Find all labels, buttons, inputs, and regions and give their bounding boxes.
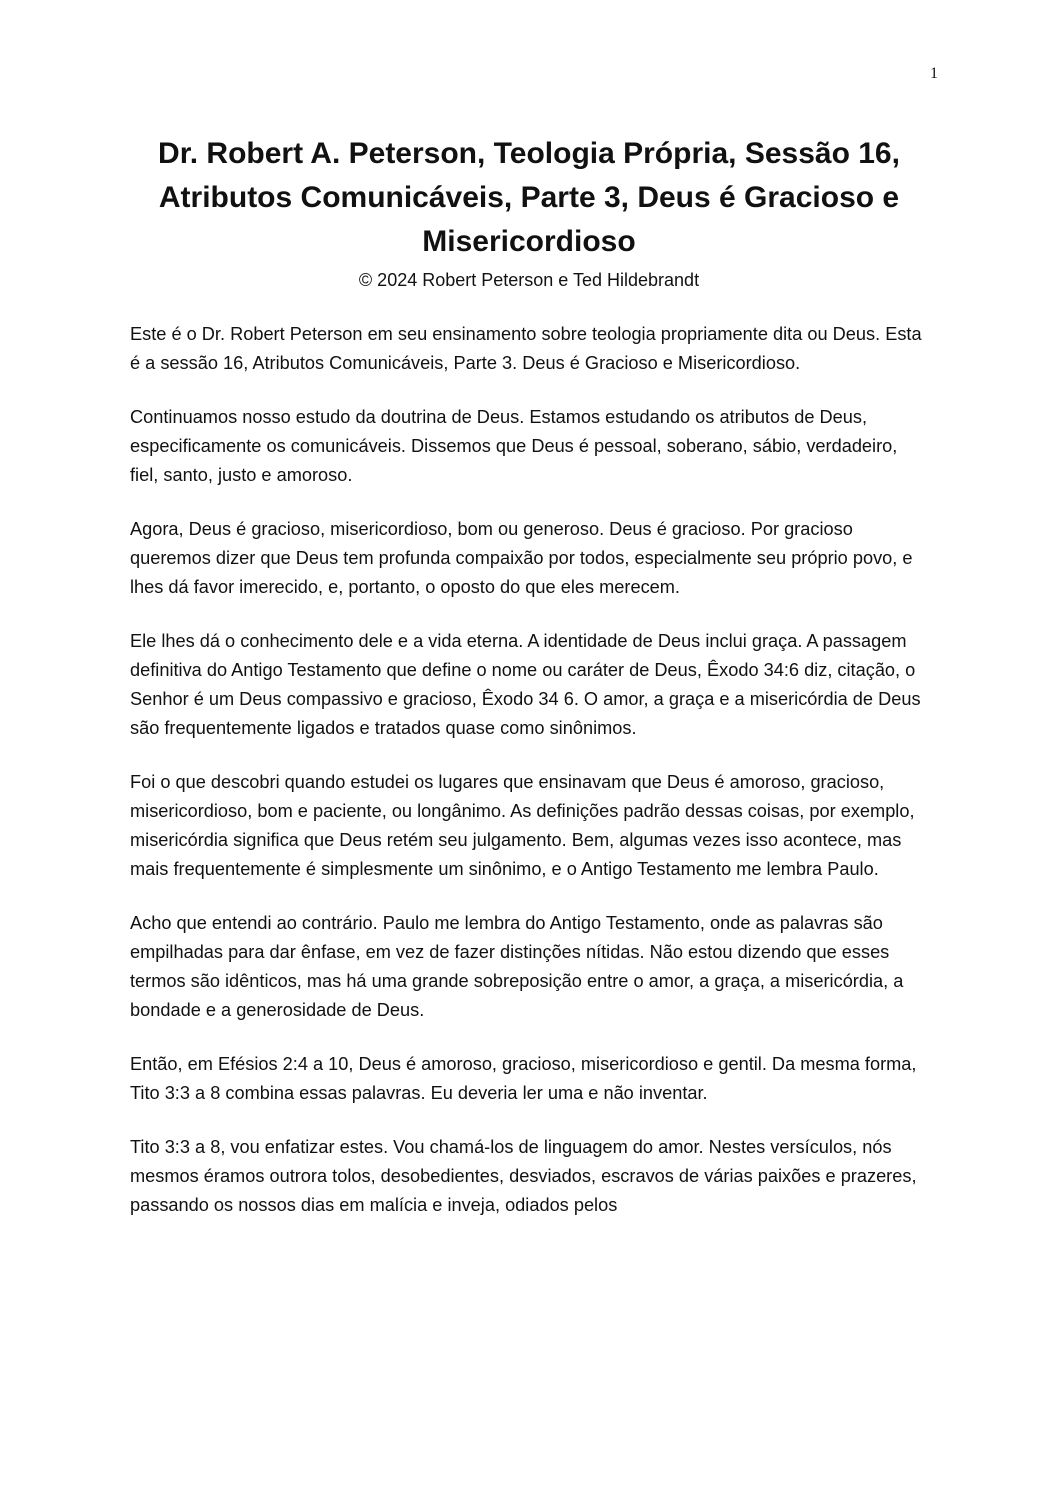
paragraph: Continuamos nosso estudo da doutrina de Deus. Estamos estudando os atributos de Deus, especificamente os comunicáveis. Dissemos que Deus é pessoal, soberano, sábio, verdadeiro, fiel, santo, justo e amoroso. — [130, 407, 898, 485]
paragraph: Este é o Dr. Robert Peterson em seu ensinamento sobre teologia propriamente dita ou Deus. Esta é a sessão 16, Atributos Comunicáveis, Parte 3. Deus é Gracioso e Misericordioso. — [130, 324, 922, 373]
page-number: 1 — [930, 65, 938, 82]
document-body — [130, 320, 930, 1245]
paragraph: Tito 3:3 a 8, vou enfatizar estes. Vou chamá-los de linguagem do amor. Nestes versículos, nós mesmos éramos outrora tolos, desobedientes, desviados, escravos de várias paixões e prazeres, passando os nossos dias em malícia e inveja, odiados pelos — [130, 1137, 917, 1215]
paragraph: Foi o que descobri quando estudei os lugares que ensinavam que Deus é amoroso, gracioso, misericordioso, bom e paciente, ou longânimo. As definições padrão dessas coisas, por exemplo, misericórdia significa que Deus retém seu julgamento. Bem, algumas vezes isso acontece, mas mais frequentemente é simplesmente um sinônimo, e o Antigo Testamento me lembra Paulo. — [130, 772, 915, 879]
paragraph: Agora, Deus é gracioso, misericordioso, bom ou generoso. Deus é gracioso. Por gracioso queremos dizer que Deus tem profunda compaixão por todos, especialmente seu próprio povo, e lhes dá favor imerecido, e, portanto, o oposto do que eles merecem. — [130, 519, 913, 597]
document-title: Dr. Robert A. Peterson, Teologia Própria, Sessão 16, Atributos Comunicáveis, Parte 3, Deus é Gracioso e Misericordioso — [158, 137, 900, 258]
copyright-line: © 2024 Robert Peterson e Ted Hildebrandt — [358, 270, 700, 290]
paragraph: Acho que entendi ao contrário. Paulo me lembra do Antigo Testamento, onde as palavras são empilhadas para dar ênfase, em vez de fazer distinções nítidas. Não estou dizendo que esses termos são idênticos, mas há uma grande sobreposição entre o amor, a graça, a misericórdia, a bondade e a generosidade de Deus. — [130, 913, 904, 1020]
paragraph: Então, em Efésios 2:4 a 10, Deus é amoroso, gracioso, misericordioso e gentil. Da mesma forma, Tito 3:3 a 8 combina essas palavras. Eu deveria ler uma e não inventar. — [130, 1054, 917, 1103]
paragraph: Ele lhes dá o conhecimento dele e a vida eterna. A identidade de Deus inclui graça. A passagem definitiva do Antigo Testamento que define o nome ou caráter de Deus, Êxodo 34:6 diz, citação, o Senhor é um Deus compassivo e gracioso, Êxodo 34 6. O amor, a graça e a misericórdia de Deus são frequentemente ligados e tratados quase como sinônimos. — [130, 631, 921, 738]
